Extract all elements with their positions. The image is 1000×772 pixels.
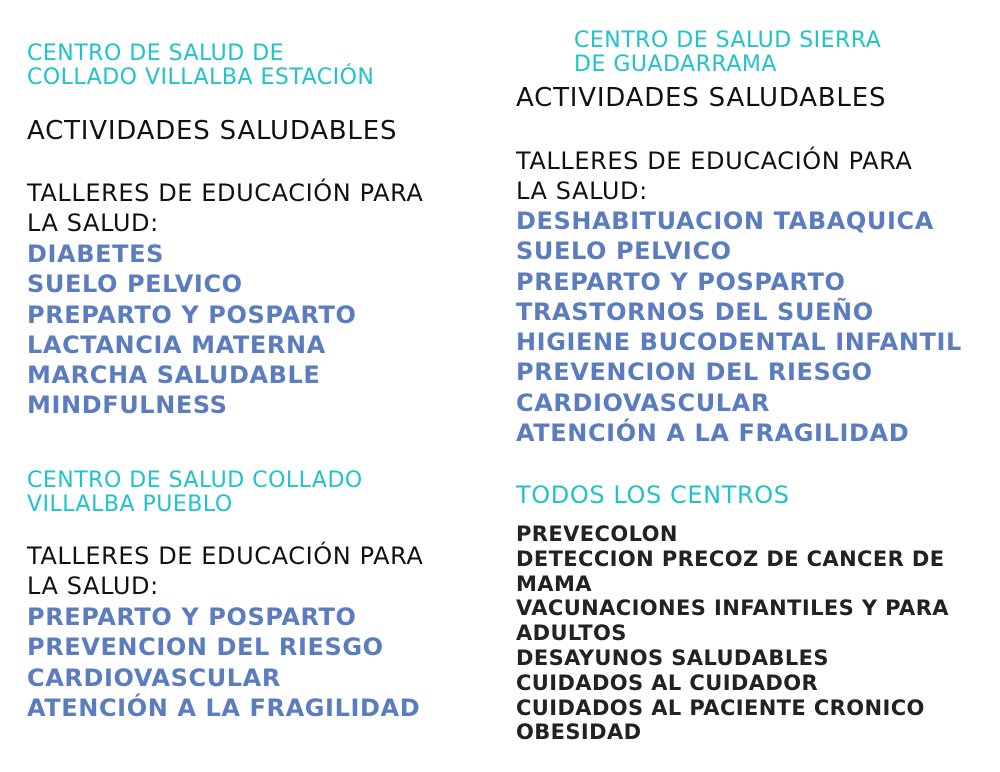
- activity-item: PREPARTO Y POSPARTO: [27, 603, 357, 631]
- list-item: DESAYUNOS SALUDABLES: [516, 645, 829, 670]
- list-item: CUIDADOS AL CUIDADOR: [516, 670, 819, 695]
- activity-item: CARDIOVASCULAR: [516, 388, 770, 417]
- activity-item: PREPARTO Y POSPARTO: [27, 300, 357, 329]
- activity-item: ATENCIÓN A LA FRAGILIDAD: [27, 693, 421, 722]
- sierra-activity-list: [516, 206, 962, 448]
- activity-item: ATENCIÓN A LA FRAGILIDAD: [516, 419, 910, 448]
- list-item: OBESIDAD: [516, 720, 642, 745]
- list-item: MAMA: [516, 571, 592, 596]
- todos-centros-title: TODOS LOS CENTROS: [516, 481, 790, 509]
- estacion-activity-list: [27, 239, 357, 421]
- activity-item: TRASTORNOS DEL SUEÑO: [516, 297, 874, 326]
- activity-item: MARCHA SALUDABLE: [27, 361, 321, 390]
- activity-item: LACTANCIA MATERNA: [27, 330, 326, 359]
- activity-item: PREVENCION DEL RIESGO: [516, 358, 873, 387]
- estacion-center-title: CENTRO DE SALUD DE COLLADO VILLALBA ESTACIÓN: [27, 41, 375, 90]
- sierra-center-title: CENTRO DE SALUD SIERRA DE GUADARRAMA: [574, 28, 882, 77]
- list-item: PREVECOLON: [516, 522, 678, 546]
- list-item: VACUNACIONES INFANTILES Y PARA: [516, 596, 949, 621]
- activity-item: DESHABITUACION TABAQUICA: [516, 207, 934, 235]
- activity-item: SUELO PELVICO: [27, 270, 243, 299]
- pueblo-center-title: CENTRO DE SALUD COLLADO VILLALBA PUEBLO: [27, 468, 363, 517]
- pueblo-activity-list: [27, 602, 420, 723]
- list-item: ADULTOS: [516, 621, 627, 646]
- sierra-section-heading: ACTIVIDADES SALUDABLES: [516, 83, 887, 113]
- activity-item: DIABETES: [27, 240, 164, 268]
- activity-item: MINDFULNESS: [27, 391, 228, 420]
- estacion-talleres-heading: TALLERES DE EDUCACIÓN PARA LA SALUD:: [27, 179, 424, 237]
- estacion-section-heading: ACTIVIDADES SALUDABLES: [27, 116, 398, 146]
- activity-item: PREVENCION DEL RIESGO: [27, 633, 384, 662]
- pueblo-talleres-heading: TALLERES DE EDUCACIÓN PARA LA SALUD:: [27, 542, 424, 600]
- activity-item: CARDIOVASCULAR: [27, 663, 281, 692]
- list-item: DETECCION PRECOZ DE CANCER DE: [516, 546, 945, 571]
- sierra-talleres-heading: TALLERES DE EDUCACIÓN PARA LA SALUD:: [516, 147, 913, 205]
- todos-centros-list: [516, 522, 949, 745]
- activity-item: SUELO PELVICO: [516, 237, 732, 266]
- list-item: CUIDADOS AL PACIENTE CRONICO: [516, 695, 925, 720]
- activity-item: PREPARTO Y POSPARTO: [516, 267, 846, 296]
- activity-item: HIGIENE BUCODENTAL INFANTIL: [516, 328, 962, 357]
